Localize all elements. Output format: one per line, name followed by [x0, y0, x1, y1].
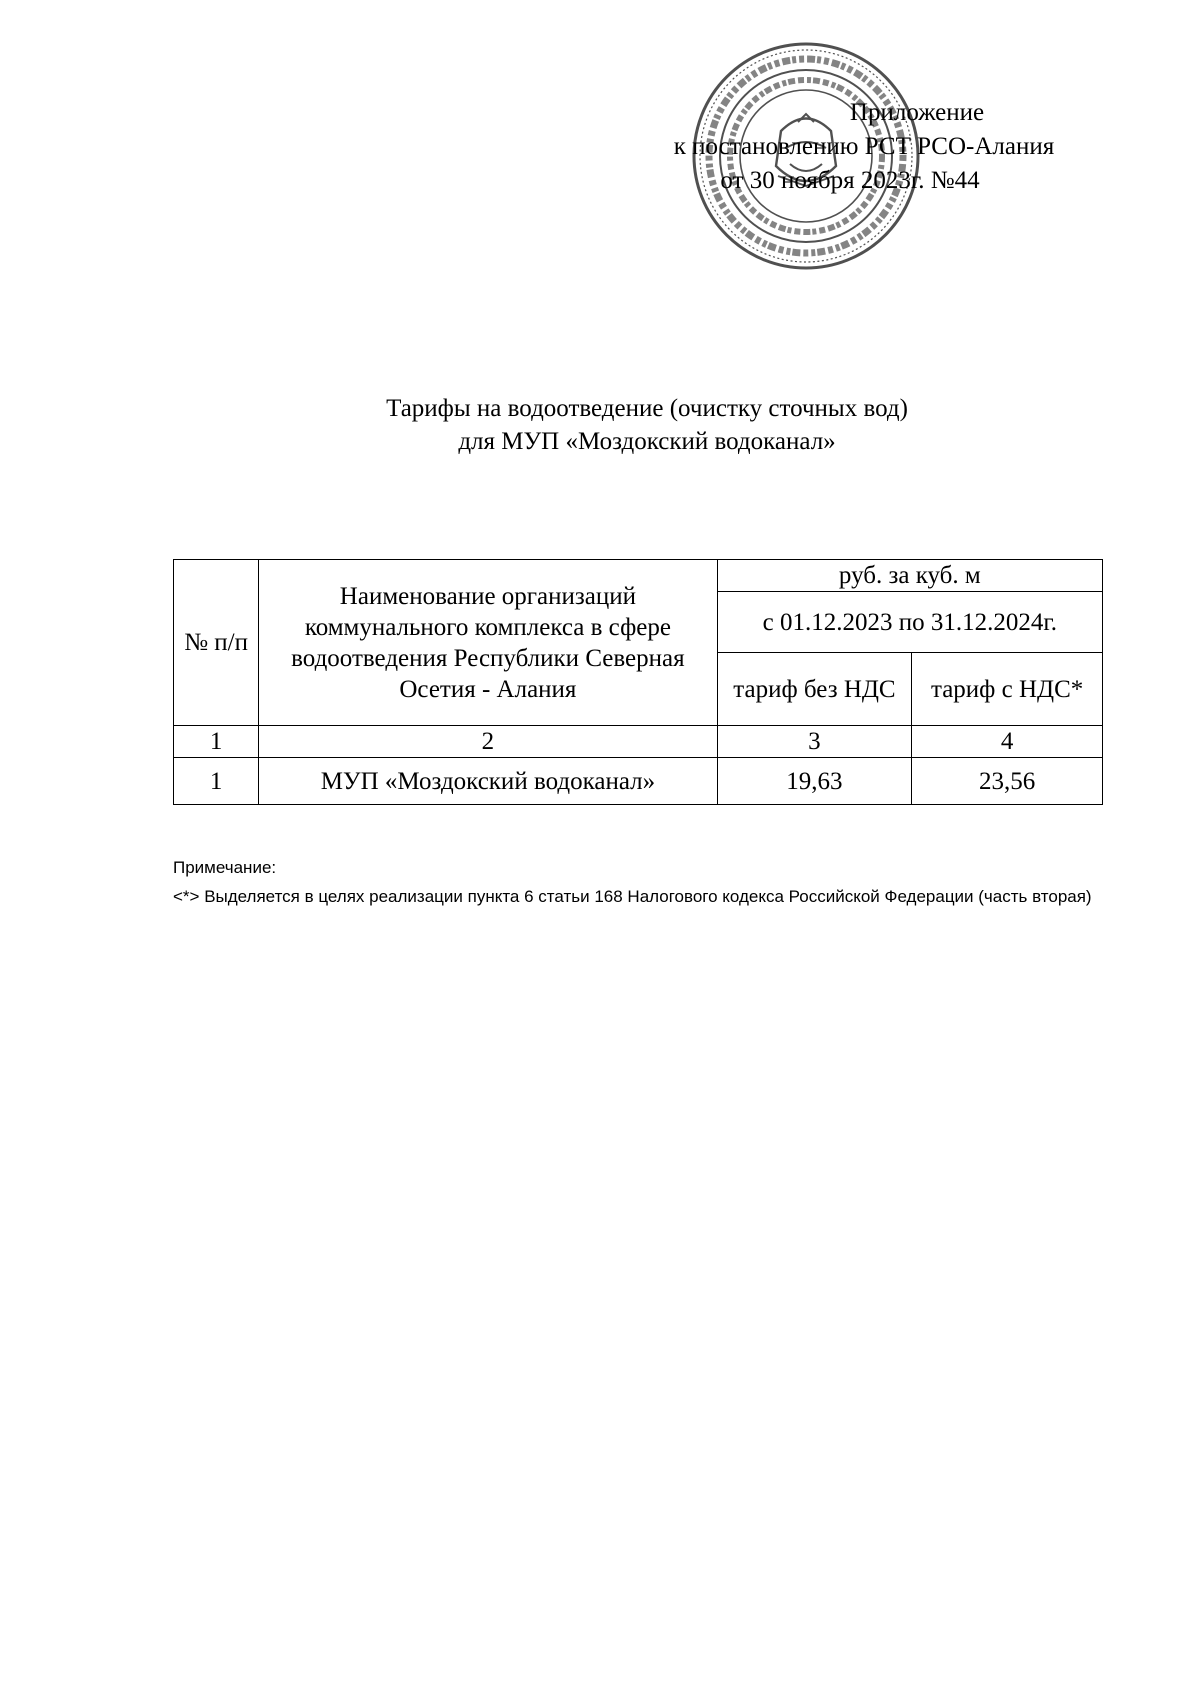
title-line-2: для МУП «Моздокский водоканал»	[458, 428, 836, 455]
tariff-with-vat-value: 23,56	[912, 758, 1103, 805]
header-organization: Наименование организаций коммунального комплекса в сфере водоотведения Республики Северная Осетия - Алания	[259, 560, 717, 726]
column-index: 4	[912, 726, 1103, 758]
header-number: № п/п	[174, 560, 259, 726]
appendix-header	[600, 96, 1100, 198]
table-header-row	[174, 560, 1103, 592]
table-row	[174, 758, 1103, 805]
organization-name: МУП «Моздокский водоканал»	[259, 758, 717, 805]
title-line-1: Тарифы на водоотведение (очистку сточных вод)	[386, 395, 908, 422]
column-index: 1	[174, 726, 259, 758]
header-unit: руб. за куб. м	[717, 560, 1102, 592]
header-tariff-with-vat: тариф с НДС*	[912, 653, 1103, 726]
resolution-date: от 30 ноября 2023г. №44	[720, 167, 980, 194]
column-index-row	[174, 726, 1103, 758]
column-index: 2	[259, 726, 717, 758]
appendix-label: Приложение	[849, 99, 985, 126]
note-text: <*> Выделяется в целях реализации пункта 6 статьи 168 Налогового кодекса Российской Федерации (часть вторая)	[173, 887, 1092, 906]
column-index: 3	[717, 726, 912, 758]
tariff-without-vat-value: 19,63	[717, 758, 912, 805]
row-number: 1	[174, 758, 259, 805]
note-label: Примечание:	[173, 858, 277, 877]
header-tariff-without-vat: тариф без НДС	[717, 653, 912, 726]
header-period: с 01.12.2023 по 31.12.2024г.	[717, 592, 1102, 653]
document-title	[0, 392, 1200, 458]
resolution-reference: к постановлению РСТ РСО-Алания	[673, 133, 1055, 160]
tariff-table	[173, 559, 1103, 805]
